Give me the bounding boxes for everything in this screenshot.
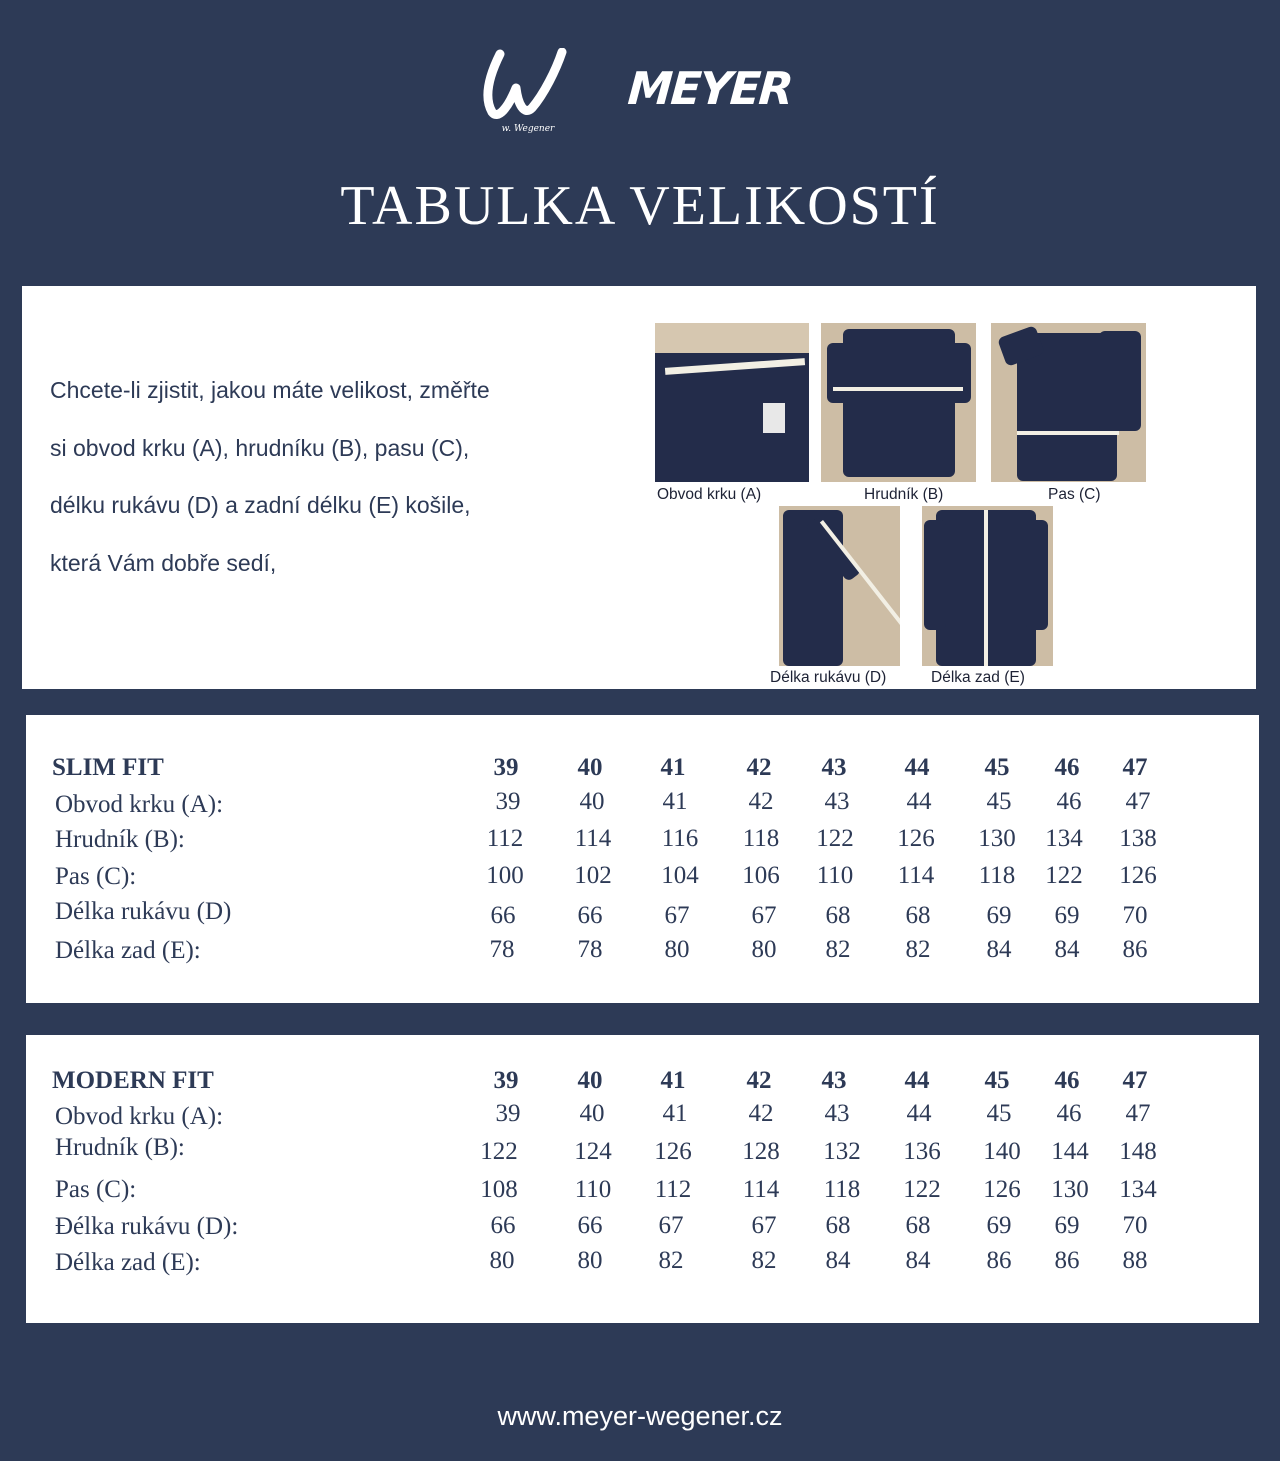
size-header: 39 (493, 754, 519, 781)
photo-caption: Pas (C) (1048, 486, 1101, 503)
table-cell: 86 (1054, 1247, 1080, 1274)
table-cell: 132 (823, 1138, 861, 1165)
table-cell: 144 (1051, 1138, 1089, 1165)
size-header: 44 (904, 1067, 930, 1094)
table-cell: 84 (986, 936, 1012, 963)
size-header: 43 (821, 754, 847, 781)
table-cell: 134 (1045, 825, 1083, 852)
table-cell: 102 (574, 862, 612, 889)
website-link[interactable]: www.meyer-wegener.cz (497, 1401, 783, 1431)
table-cell: 140 (983, 1138, 1021, 1165)
row-label: Pas (C): (55, 863, 137, 890)
table-cell: 69 (1054, 1212, 1080, 1239)
table-cell: 84 (1054, 936, 1080, 963)
table-cell: 84 (825, 1247, 851, 1274)
table-cell: 40 (579, 1100, 605, 1127)
table-cell: 118 (823, 1176, 861, 1203)
table-cell: 118 (978, 862, 1016, 889)
table-cell: 114 (574, 825, 612, 852)
table-cell: 130 (978, 825, 1016, 852)
size-header: 40 (577, 1067, 603, 1094)
table-cell: 130 (1051, 1176, 1089, 1203)
table-cell: 41 (662, 1100, 688, 1127)
table-cell: 39 (495, 788, 521, 815)
table-cell: 69 (986, 1212, 1012, 1239)
table-cell: 47 (1125, 788, 1151, 815)
row-label: Hrudník (B): (55, 826, 185, 853)
row-label: Pas (C): (55, 1176, 137, 1203)
size-header: 46 (1054, 1067, 1080, 1094)
table-cell: 66 (490, 1212, 516, 1239)
table-cell: 40 (579, 788, 605, 815)
table-cell: 45 (986, 788, 1012, 815)
table-cell: 86 (986, 1247, 1012, 1274)
table-cell: 42 (748, 1100, 774, 1127)
table-cell: 86 (1122, 936, 1148, 963)
size-header: 41 (660, 754, 686, 781)
table-cell: 112 (654, 1176, 692, 1203)
size-header: 44 (904, 754, 930, 781)
wegener-logo (478, 48, 570, 140)
table-cell: 82 (751, 1247, 777, 1274)
intro-line: která Vám dobře sedí, (50, 549, 277, 576)
table-cell: 82 (905, 936, 931, 963)
table-cell: 68 (825, 902, 851, 929)
table-cell: 84 (905, 1247, 931, 1274)
table-cell: 126 (983, 1176, 1021, 1203)
table-cell: 108 (480, 1176, 518, 1203)
row-label: Délka rukávu (D) (55, 898, 232, 925)
table-cell: 67 (658, 1212, 684, 1239)
table-cell: 66 (577, 1212, 603, 1239)
photo-caption: Obvod krku (A) (657, 486, 762, 503)
table-cell: 122 (816, 825, 854, 852)
table-cell: 104 (661, 862, 699, 889)
table-cell: 82 (658, 1247, 684, 1274)
table-cell: 136 (903, 1138, 941, 1165)
table-cell: 80 (664, 936, 690, 963)
table-cell: 118 (742, 825, 780, 852)
logo-signature: w. Wegener (501, 124, 555, 134)
photo-caption: Délka rukávu (D) (770, 669, 887, 686)
table-cell: 110 (816, 862, 854, 889)
table-cell: 45 (986, 1100, 1012, 1127)
table-cell: 110 (574, 1176, 612, 1203)
table-cell: 128 (742, 1138, 780, 1165)
table-cell: 82 (825, 936, 851, 963)
photo-caption: Hrudník (B) (864, 486, 944, 503)
back-length-photo (922, 506, 1053, 666)
table-cell: 39 (495, 1100, 521, 1127)
table-cell: 122 (480, 1138, 518, 1165)
table-cell: 43 (824, 1100, 850, 1127)
table-cell: 88 (1122, 1247, 1148, 1274)
table-cell: 42 (748, 788, 774, 815)
size-header: 45 (984, 1067, 1010, 1094)
size-header: 42 (746, 754, 772, 781)
size-header: 47 (1122, 1067, 1148, 1094)
page-title: TABULKA VELIKOSTÍ (340, 175, 940, 237)
sleeve-measure-photo (779, 506, 900, 666)
size-header: 39 (493, 1067, 519, 1094)
table-cell: 68 (905, 1212, 931, 1239)
size-header: 42 (746, 1067, 772, 1094)
intro-text (50, 372, 490, 602)
intro-line: si obvod krku (A), hrudníku (B), pasu (C), (50, 434, 470, 461)
table-cell: 66 (490, 902, 516, 929)
row-label: Obvod krku (A): (55, 791, 224, 818)
row-label: Hrudník (B): (55, 1134, 185, 1161)
table-cell: 78 (489, 936, 515, 963)
table-cell: 67 (664, 902, 690, 929)
table-cell: 112 (486, 825, 524, 852)
size-header: 47 (1122, 754, 1148, 781)
row-label: Délka zad (E): (55, 1249, 201, 1276)
table-cell: 47 (1125, 1100, 1151, 1127)
table-cell: 66 (577, 902, 603, 929)
table-cell: 106 (742, 862, 780, 889)
table-cell: 78 (577, 936, 603, 963)
table-cell: 148 (1119, 1138, 1157, 1165)
table-cell: 70 (1122, 902, 1148, 929)
table-cell: 126 (1119, 862, 1157, 889)
wegener-w-icon (478, 48, 570, 124)
table-cell: 114 (742, 1176, 780, 1203)
intro-line: délku rukávu (D) a zadní délku (E) košile, (50, 492, 471, 518)
table-cell: 116 (661, 825, 699, 852)
table-cell: 44 (906, 788, 932, 815)
table-cell: 138 (1119, 825, 1157, 852)
table-cell: 80 (577, 1247, 603, 1274)
intro-line: Chcete-li zjistit, jakou máte velikost, změřte (50, 377, 490, 403)
table-cell: 46 (1056, 1100, 1082, 1127)
table-cell: 134 (1119, 1176, 1157, 1203)
table-title: SLIM FIT (52, 754, 164, 781)
meyer-logo: MEYER (626, 62, 794, 115)
table-cell: 114 (897, 862, 935, 889)
table-cell: 70 (1122, 1212, 1148, 1239)
table-cell: 68 (825, 1212, 851, 1239)
table-cell: 122 (1045, 862, 1083, 889)
table-cell: 69 (986, 902, 1012, 929)
table-cell: 124 (574, 1138, 612, 1165)
waist-measure-photo (991, 323, 1146, 482)
table-cell: 67 (751, 1212, 777, 1239)
table-cell: 44 (906, 1100, 932, 1127)
table-cell: 46 (1056, 788, 1082, 815)
size-header: 45 (984, 754, 1010, 781)
size-header: 40 (577, 754, 603, 781)
table-cell: 126 (897, 825, 935, 852)
photo-caption: Délka zad (E) (931, 669, 1025, 686)
table-cell: 41 (662, 788, 688, 815)
size-header: 41 (660, 1067, 686, 1094)
table-cell: 67 (751, 902, 777, 929)
table-cell: 80 (489, 1247, 515, 1274)
row-label: Đélka rukávu (D): (55, 1213, 239, 1240)
table-cell: 100 (486, 862, 524, 889)
table-cell: 122 (903, 1176, 941, 1203)
table-cell: 68 (905, 902, 931, 929)
table-cell: 43 (824, 788, 850, 815)
row-label: Obvod krku (A): (55, 1103, 224, 1130)
size-header: 43 (821, 1067, 847, 1094)
neck-measure-photo (655, 323, 809, 482)
table-cell: 126 (654, 1138, 692, 1165)
table-cell: 80 (751, 936, 777, 963)
size-header: 46 (1054, 754, 1080, 781)
table-cell: 69 (1054, 902, 1080, 929)
chest-measure-photo (821, 323, 976, 482)
row-label: Délka zad (E): (55, 937, 201, 964)
table-title: MODERN FIT (52, 1067, 214, 1094)
